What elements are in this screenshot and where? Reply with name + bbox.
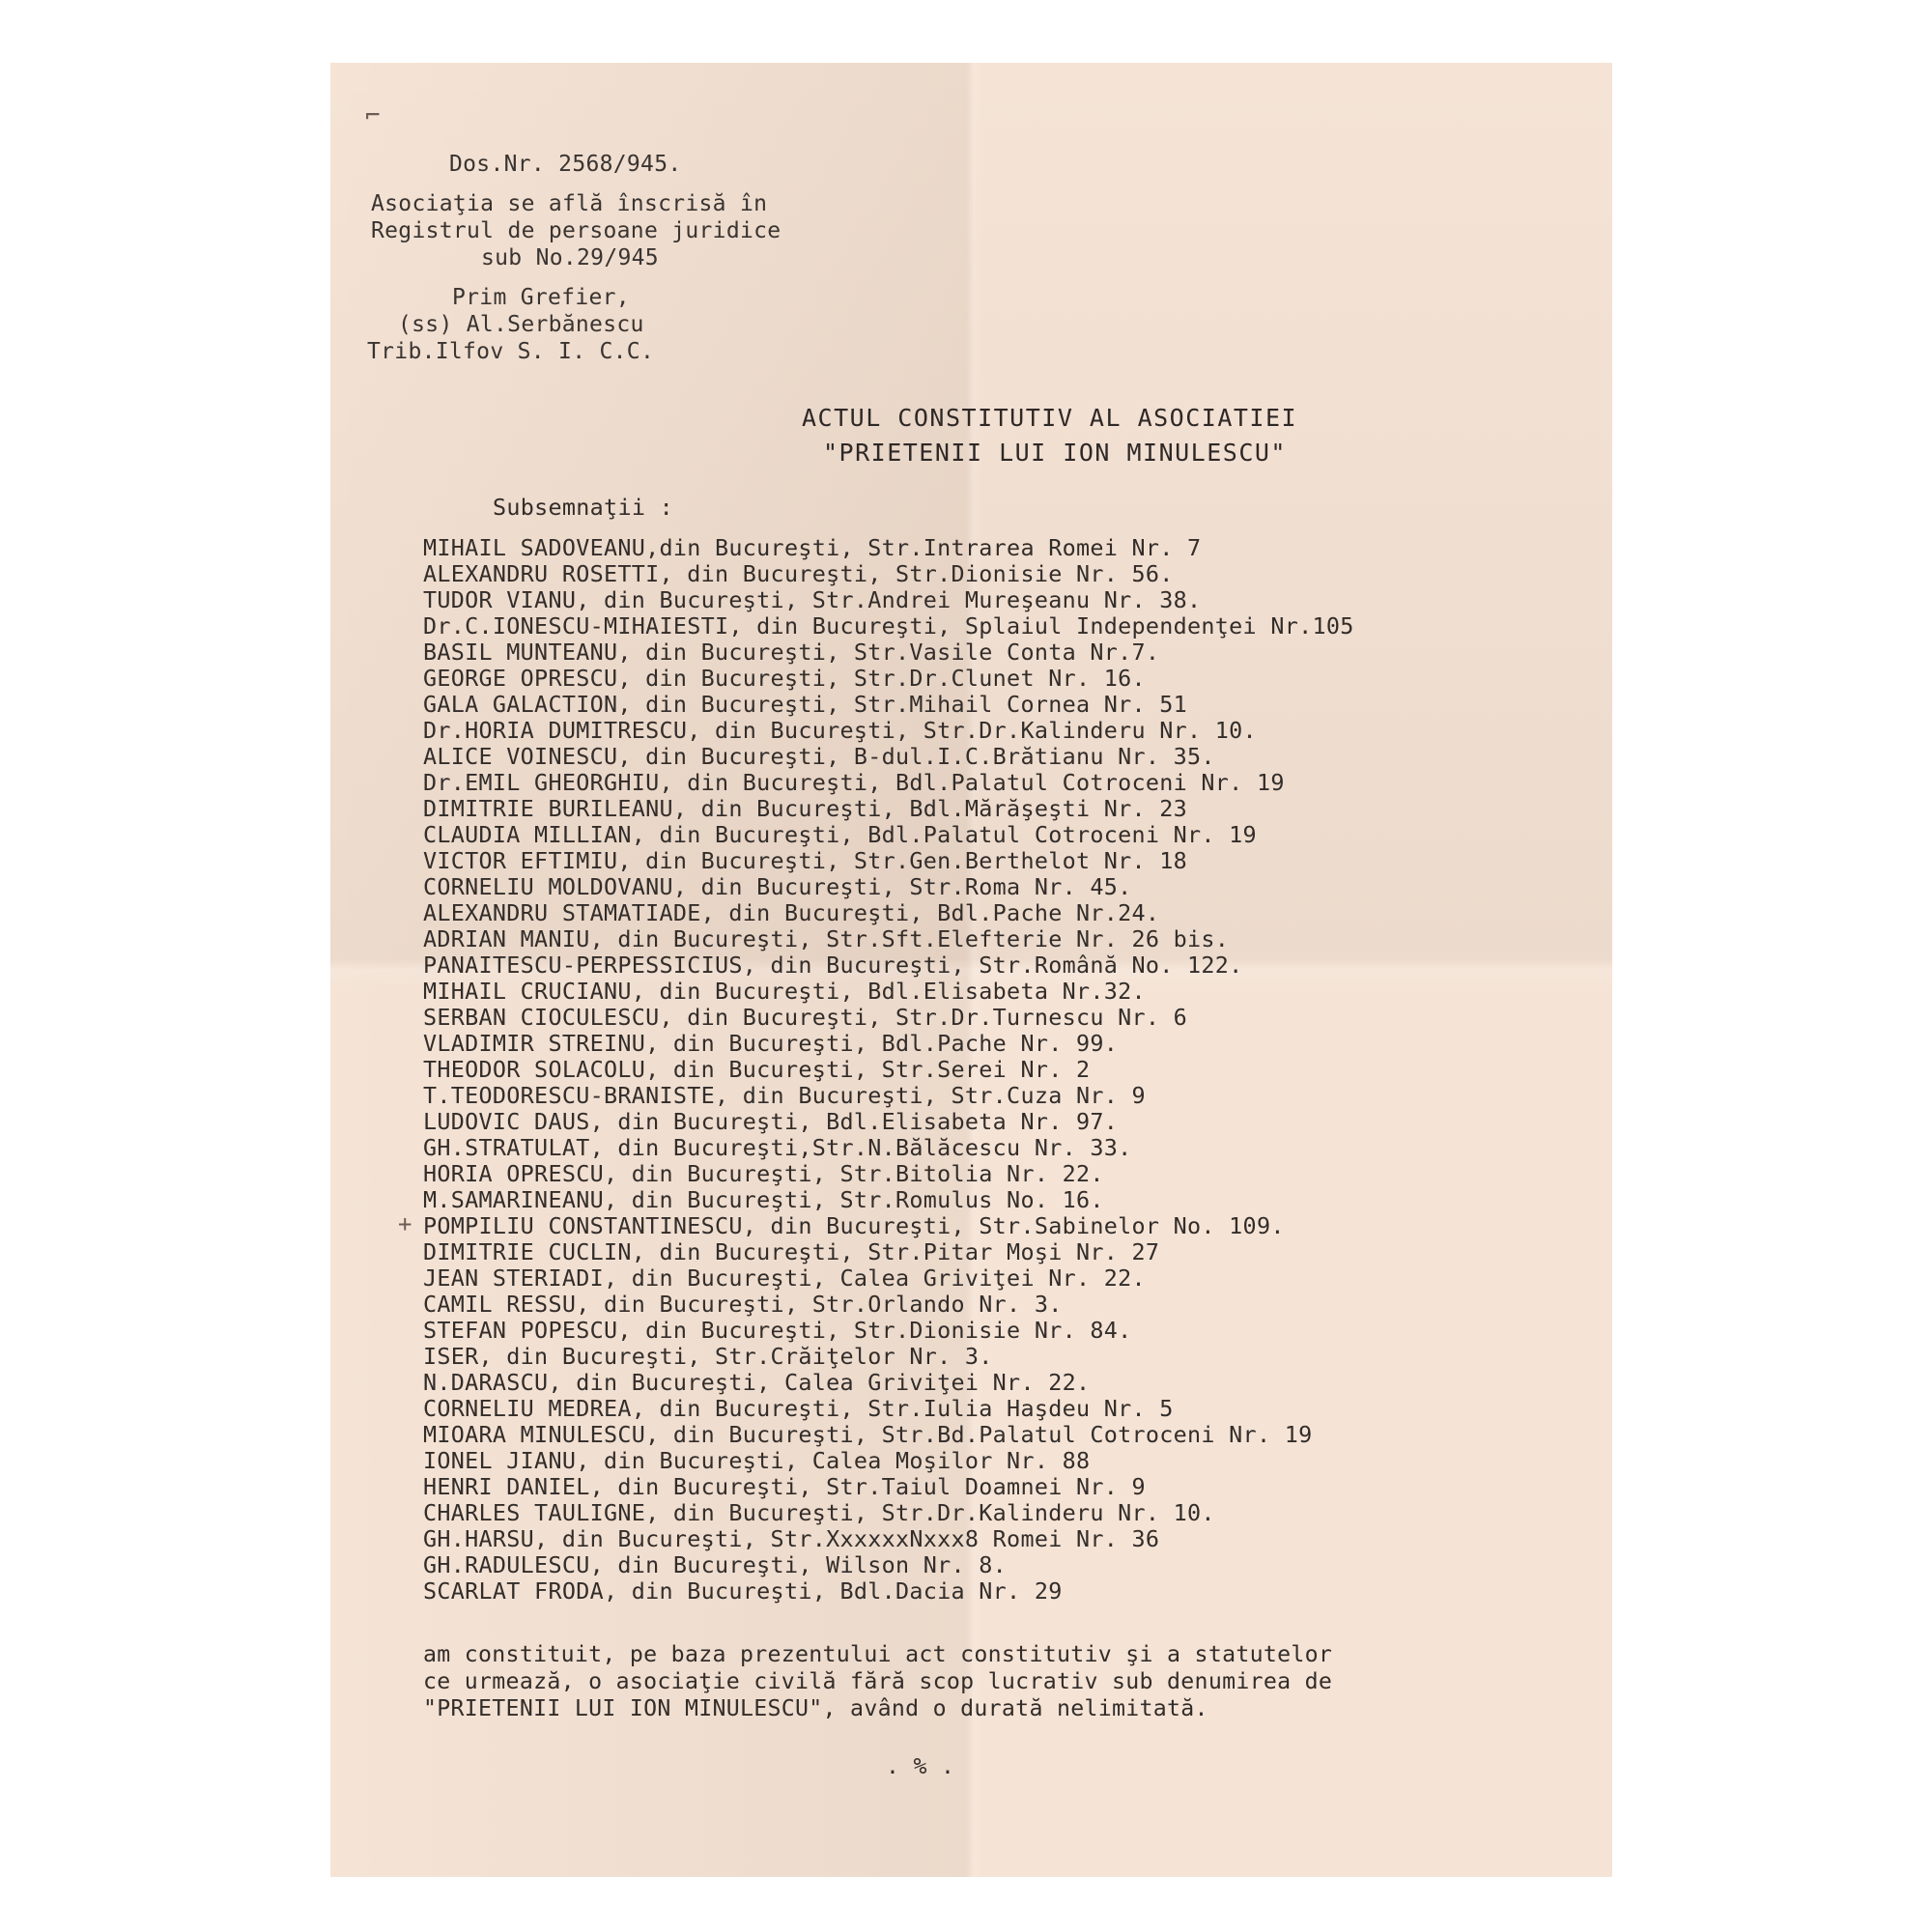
list-item: BASIL MUNTEANU, din Bucureşti, Str.Vasile Conta Nr.7. bbox=[423, 639, 1160, 666]
closing-line-3: "PRIETENII LUI ION MINULESCU", având o durată nelimitată. bbox=[423, 1695, 1208, 1721]
list-item: JEAN STERIADI, din Bucureşti, Calea Griviţei Nr. 22. bbox=[423, 1264, 1146, 1292]
list-item: HENRI DANIEL, din Bucureşti, Str.Taiul Doamnei Nr. 9 bbox=[423, 1473, 1146, 1500]
closing-line-1: am constituit, pe baza prezentului act constitutiv şi a statutelor bbox=[423, 1641, 1333, 1667]
registration-line-3: sub No.29/945 bbox=[481, 245, 659, 270]
list-item: N.DARASCU, din Bucureşti, Calea Griviţei Nr. 22. bbox=[423, 1369, 1091, 1396]
grefier-signature: (ss) Al.Serbănescu bbox=[398, 312, 644, 337]
list-item: DIMITRIE BURILEANU, din Bucureşti, Bdl.Mărăşeşti Nr. 23 bbox=[423, 795, 1188, 822]
list-item: VICTOR EFTIMIU, din Bucureşti, Str.Gen.Berthelot Nr. 18 bbox=[423, 847, 1188, 874]
list-item: LUDOVIC DAUS, din Bucureşti, Bdl.Elisabeta Nr. 97. bbox=[423, 1108, 1119, 1135]
closing-line-2: ce urmează, o asociaţie civilă fără scop lucrativ sub denumirea de bbox=[423, 1668, 1333, 1694]
list-item: ALEXANDRU STAMATIADE, din Bucureşti, Bdl.Pache Nr.24. bbox=[423, 899, 1160, 926]
court-name: Trib.Ilfov S. I. C.C. bbox=[367, 339, 655, 364]
registration-line-2: Registrul de persoane juridice bbox=[371, 218, 781, 243]
list-item: ADRIAN MANIU, din Bucureşti, Str.Sft.Elefterie Nr. 26 bis. bbox=[423, 925, 1230, 952]
list-item: M.SAMARINEANU, din Bucureşti, Str.Romulus No. 16. bbox=[423, 1186, 1104, 1213]
list-item: GH.STRATULAT, din Bucureşti,Str.N.Bălăcescu Nr. 33. bbox=[423, 1134, 1132, 1161]
list-item: PANAITESCU-PERPESSICIUS, din Bucureşti, Str.Română No. 122. bbox=[423, 952, 1243, 979]
list-item: HORIA OPRESCU, din Bucureşti, Str.Bitolia Nr. 22. bbox=[423, 1160, 1104, 1187]
registration-line-1: Asociaţia se află înscrisă în bbox=[371, 191, 768, 216]
list-item: VLADIMIR STREINU, din Bucureşti, Bdl.Pache Nr. 99. bbox=[423, 1030, 1119, 1057]
page-continuation-mark: . % . bbox=[886, 1753, 955, 1779]
document-page bbox=[330, 63, 1612, 1877]
list-item: CORNELIU MOLDOVANU, din Bucureşti, Str.Roma Nr. 45. bbox=[423, 873, 1132, 900]
list-item: ISER, din Bucureşti, Str.Crăiţelor Nr. 3. bbox=[423, 1343, 993, 1370]
grefier-title: Prim Grefier, bbox=[452, 285, 630, 310]
list-item: ALEXANDRU ROSETTI, din Bucureşti, Str.Dionisie Nr. 56. bbox=[423, 560, 1174, 587]
document-title-line-2: "PRIETENII LUI ION MINULESCU" bbox=[823, 439, 1287, 467]
list-item: STEFAN POPESCU, din Bucureşti, Str.Dionisie Nr. 84. bbox=[423, 1317, 1132, 1344]
list-item: GALA GALACTION, din Bucureşti, Str.Mihail Cornea Nr. 51 bbox=[423, 691, 1188, 718]
corner-mark: ⌐ bbox=[365, 101, 381, 130]
list-item: POMPILIU CONSTANTINESCU, din Bucureşti, Str.Sabinelor No. 109. bbox=[423, 1212, 1285, 1239]
list-item: CHARLES TAULIGNE, din Bucureşti, Str.Dr.Kalinderu Nr. 10. bbox=[423, 1499, 1215, 1526]
list-item: DIMITRIE CUCLIN, din Bucureşti, Str.Pitar Moşi Nr. 27 bbox=[423, 1238, 1160, 1265]
dos-number: Dos.Nr. 2568/945. bbox=[449, 152, 682, 177]
list-item: TUDOR VIANU, din Bucureşti, Str.Andrei Mureşeanu Nr. 38. bbox=[423, 586, 1202, 613]
document-title-line-1: ACTUL CONSTITUTIV AL ASOCIATIEI bbox=[802, 404, 1298, 432]
list-item: Dr.HORIA DUMITRESCU, din Bucureşti, Str.Dr.Kalinderu Nr. 10. bbox=[423, 717, 1257, 744]
list-item: Dr.EMIL GHEORGHIU, din Bucureşti, Bdl.Palatul Cotroceni Nr. 19 bbox=[423, 769, 1285, 796]
list-item: GEORGE OPRESCU, din Bucureşti, Str.Dr.Clunet Nr. 16. bbox=[423, 665, 1146, 692]
list-item: MIOARA MINULESCU, din Bucureşti, Str.Bd.Palatul Cotroceni Nr. 19 bbox=[423, 1421, 1313, 1448]
list-item: Dr.C.IONESCU-MIHAIESTI, din Bucureşti, Splaiul Independenţei Nr.105 bbox=[423, 612, 1354, 639]
list-item: CORNELIU MEDREA, din Bucureşti, Str.Iulia Haşdeu Nr. 5 bbox=[423, 1395, 1174, 1422]
list-item: MIHAIL CRUCIANU, din Bucureşti, Bdl.Elisabeta Nr.32. bbox=[423, 978, 1146, 1005]
list-item: SERBAN CIOCULESCU, din Bucureşti, Str.Dr.Turnescu Nr. 6 bbox=[423, 1004, 1188, 1031]
list-item: GH.HARSU, din Bucureşti, Str.XxxxxxNxxx8 Romei Nr. 36 bbox=[423, 1525, 1160, 1552]
list-item: T.TEODORESCU-BRANISTE, din Bucureşti, Str.Cuza Nr. 9 bbox=[423, 1082, 1146, 1109]
list-item: GH.RADULESCU, din Bucureşti, Wilson Nr. 8. bbox=[423, 1551, 1008, 1578]
list-item: SCARLAT FRODA, din Bucureşti, Bdl.Dacia Nr. 29 bbox=[423, 1577, 1063, 1605]
intro-subsemnatii: Subsemnaţii : bbox=[493, 494, 673, 521]
list-item: MIHAIL SADOVEANU,din Bucureşti, Str.Intrarea Romei Nr. 7 bbox=[423, 534, 1202, 561]
list-item: ALICE VOINESCU, din Bucureşti, B-dul.I.C.Brătianu Nr. 35. bbox=[423, 743, 1215, 770]
list-item: CAMIL RESSU, din Bucureşti, Str.Orlando Nr. 3. bbox=[423, 1291, 1063, 1318]
list-item: CLAUDIA MILLIAN, din Bucureşti, Bdl.Palatul Cotroceni Nr. 19 bbox=[423, 821, 1257, 848]
margin-cross-mark: + bbox=[398, 1210, 412, 1237]
list-item: IONEL JIANU, din Bucureşti, Calea Moşilor Nr. 88 bbox=[423, 1447, 1091, 1474]
list-item: THEODOR SOLACOLU, din Bucureşti, Str.Serei Nr. 2 bbox=[423, 1056, 1091, 1083]
